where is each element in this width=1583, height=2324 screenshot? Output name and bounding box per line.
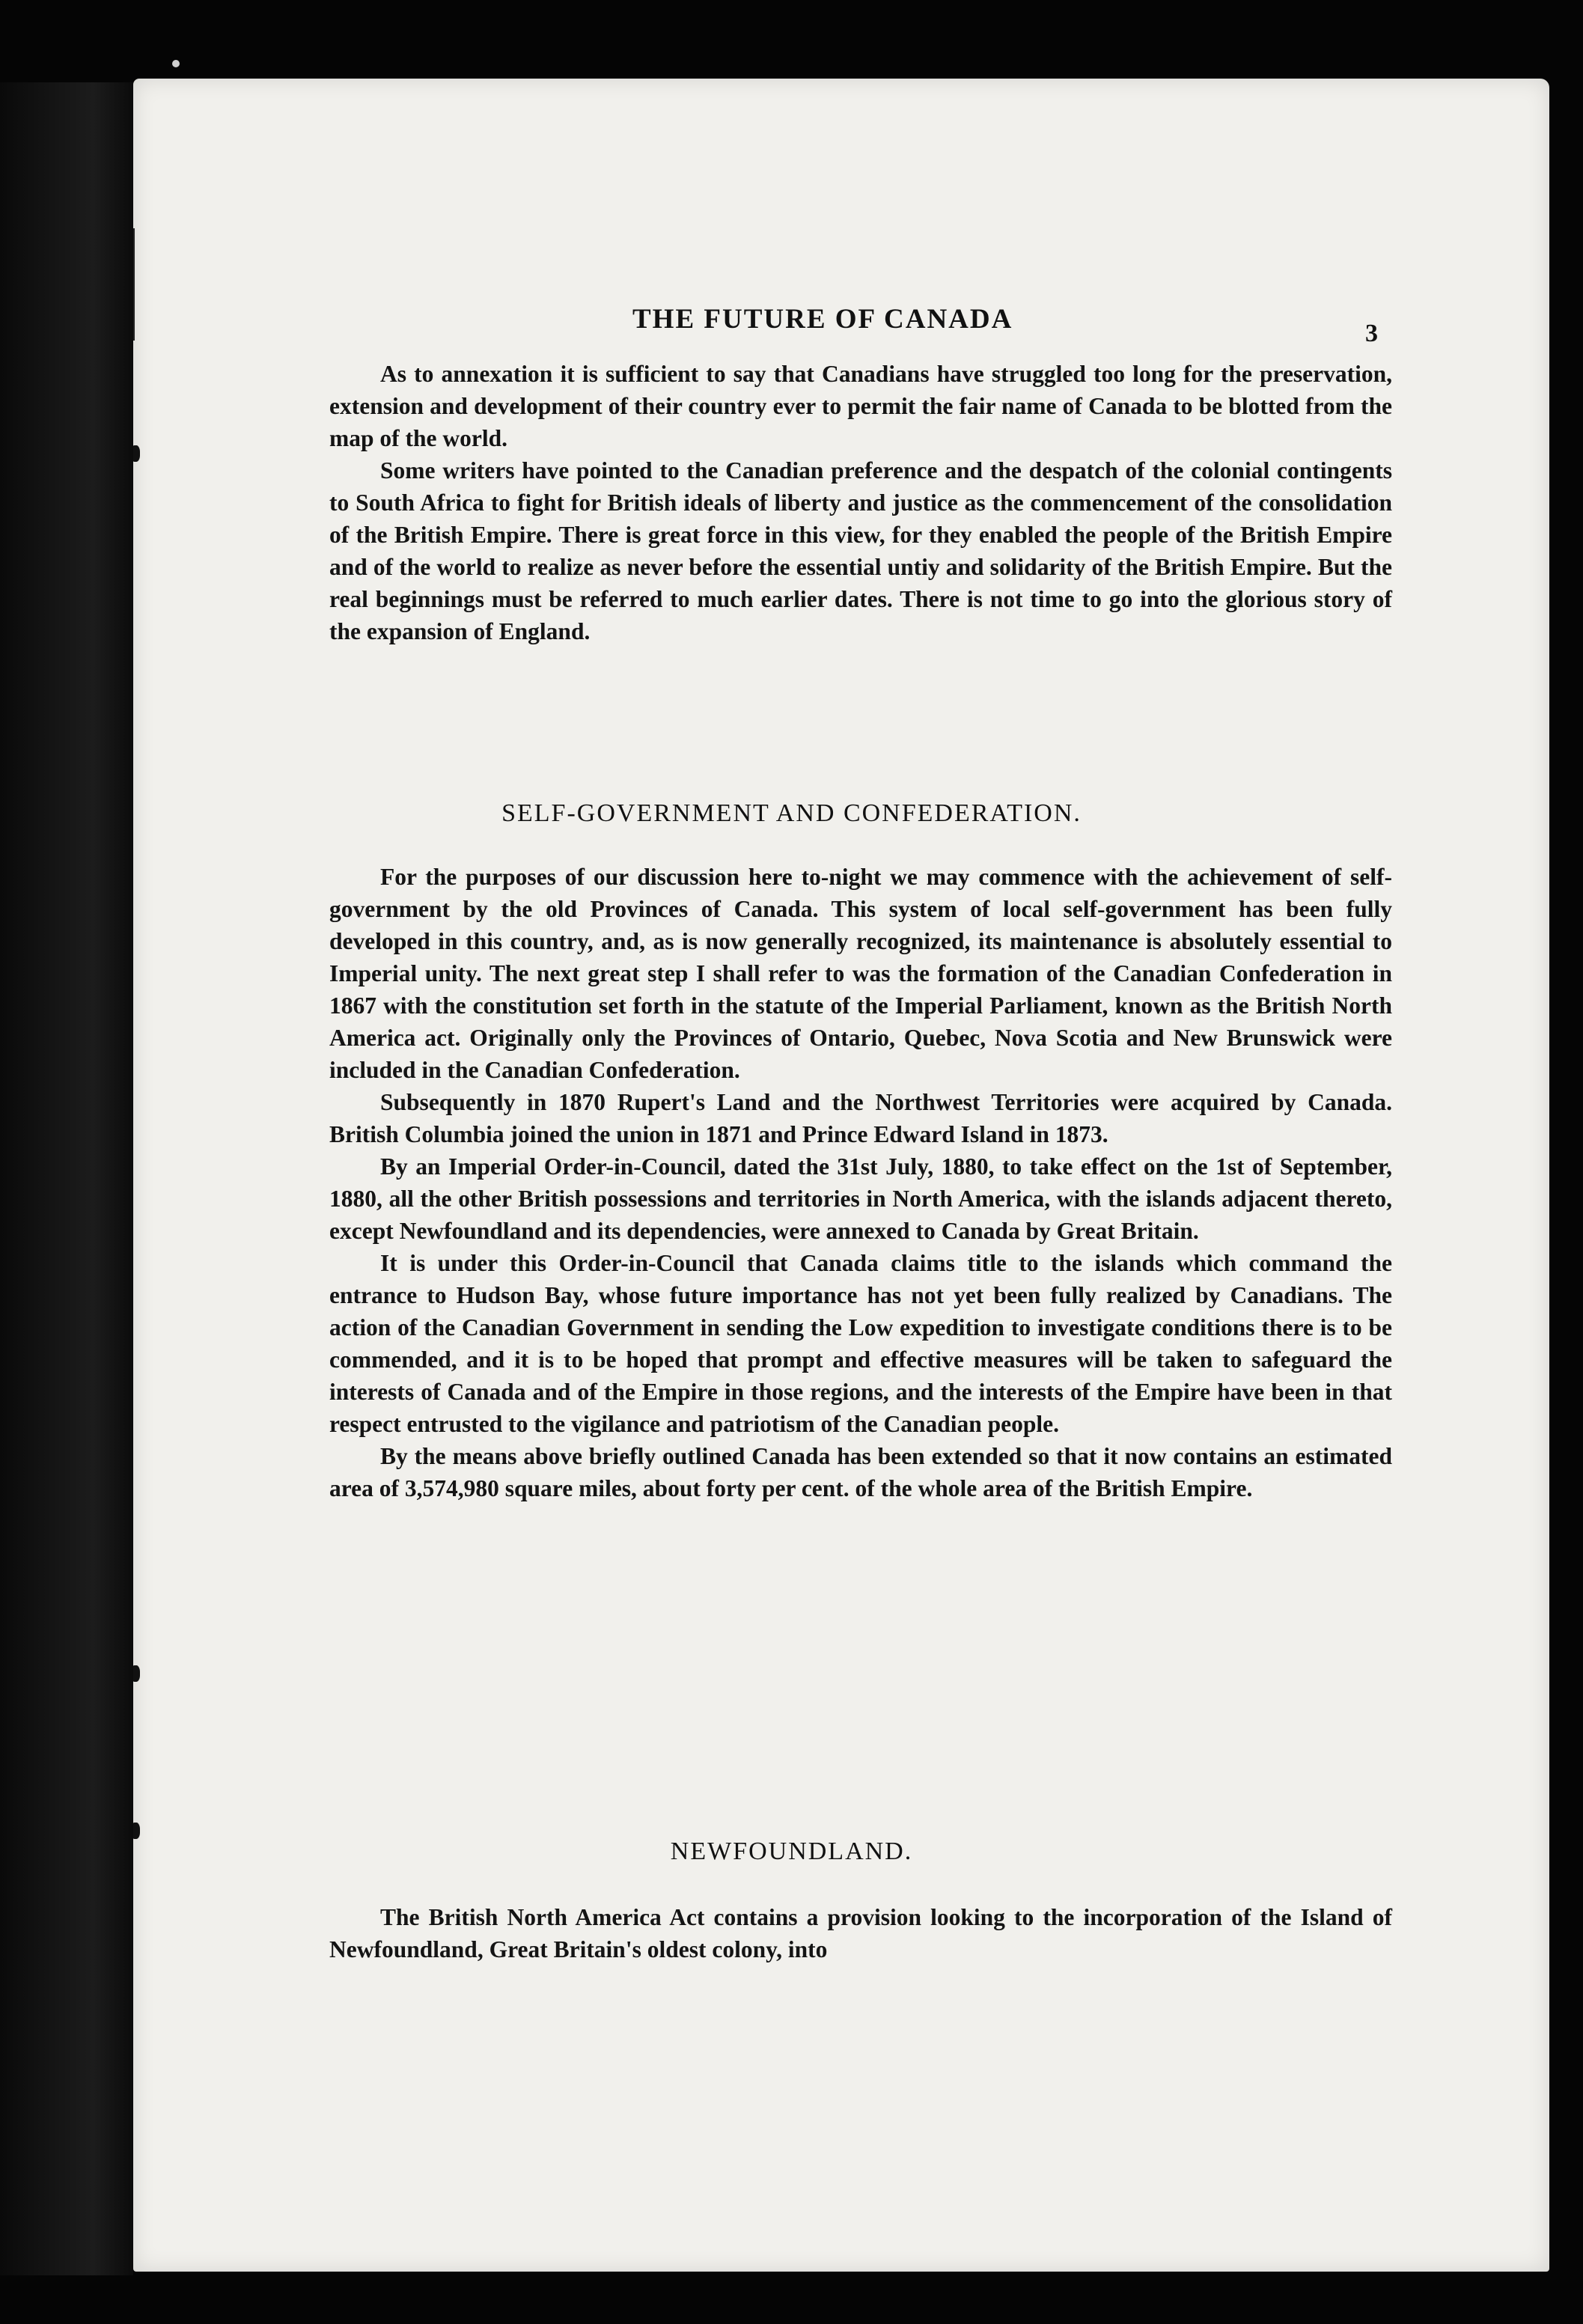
section-1-text — [329, 861, 1392, 1504]
binding-mark — [133, 445, 140, 462]
section-heading-self-government: SELF-GOVERNMENT AND CONFEDERATION. — [501, 799, 1082, 827]
binding-mark — [133, 1823, 140, 1839]
paragraph: Some writers have pointed to the Canadian preference and the despatch of the colonial contingents to South Africa to fight for British ideals of liberty and justice as the commencement of the consolidation of the British Empire. There is great force in this view, for they enabled the people of the British Empire and of the world to realize as never before the essential untiy and solidarity of the British Empire. But the real beginnings must be referred to much earlier dates. There is not time to go into the glorious story of the expansion of England. — [329, 457, 1392, 644]
binding-mark — [133, 228, 135, 341]
paragraph: By the means above briefly outlined Canada has been extended so that it now contains an estimated area of 3,574,980 square miles, about forty per cent. of the whole area of the British Empire. — [329, 1443, 1392, 1501]
paragraph: By an Imperial Order-in-Council, dated the 31st July, 1880, to take effect on the 1st of September, 1880, all the other British possessions and territories in North America, with the islands adjacent thereto, except Newfoundland and its dependencies, were annexed to Canada by Great Britain. — [329, 1153, 1392, 1244]
page-number: 3 — [1365, 320, 1378, 347]
paragraph: The British North America Act contains a provision looking to the incorporation of the Island of Newfoundland, Great Britain's oldest colony, into — [329, 1904, 1392, 1962]
binding-mark — [133, 1665, 140, 1682]
section-2-text — [329, 1901, 1392, 1965]
paragraph: It is under this Order-in-Council that Canada claims title to the islands which command the entrance to Hudson Bay, whose future importance has not yet been fully realized by Canadians. The action of the Canadian Government in sending the Low expedition to investigate conditions there is to be commended, and it is to be hoped that prompt and effective measures will be taken to safeguard the interests of Canada and of the Empire in those regions, and the interests of the Empire have been in that respect entrusted to the vigilance and patriotism of the Canadian people. — [329, 1250, 1392, 1437]
left-page-edge — [0, 82, 133, 2275]
scan-speck — [172, 60, 180, 67]
paragraph: As to annexation it is sufficient to say that Canadians have struggled too long for the preservation, extension and development of their country ever to permit the fair name of Canada to be blotted from the map of the world. — [329, 361, 1392, 451]
running-head: THE FUTURE OF CANADA — [632, 304, 1013, 335]
section-heading-newfoundland: NEWFOUNDLAND. — [670, 1837, 913, 1865]
intro-text — [329, 358, 1392, 647]
paragraph: For the purposes of our discussion here to-night we may commence with the achievement of self-government by the old Provinces of Canada. This system of local self-government has been fully developed in this country, and, as is now generally recognized, its maintenance is absolutely essential to Imperial unity. The next great step I shall refer to was the formation of the Canadian Confederation in 1867 with the constitution set forth in the statute of the Imperial Parliament, known as the British North America act. Originally only the Provinces of Ontario, Quebec, Nova Scotia and New Brunswick were included in the Canadian Confederation. — [329, 864, 1392, 1083]
paragraph: Subsequently in 1870 Rupert's Land and the Northwest Territories were acquired by Canada. British Columbia joined the union in 1871 and Prince Edward Island in 1873. — [329, 1089, 1392, 1147]
